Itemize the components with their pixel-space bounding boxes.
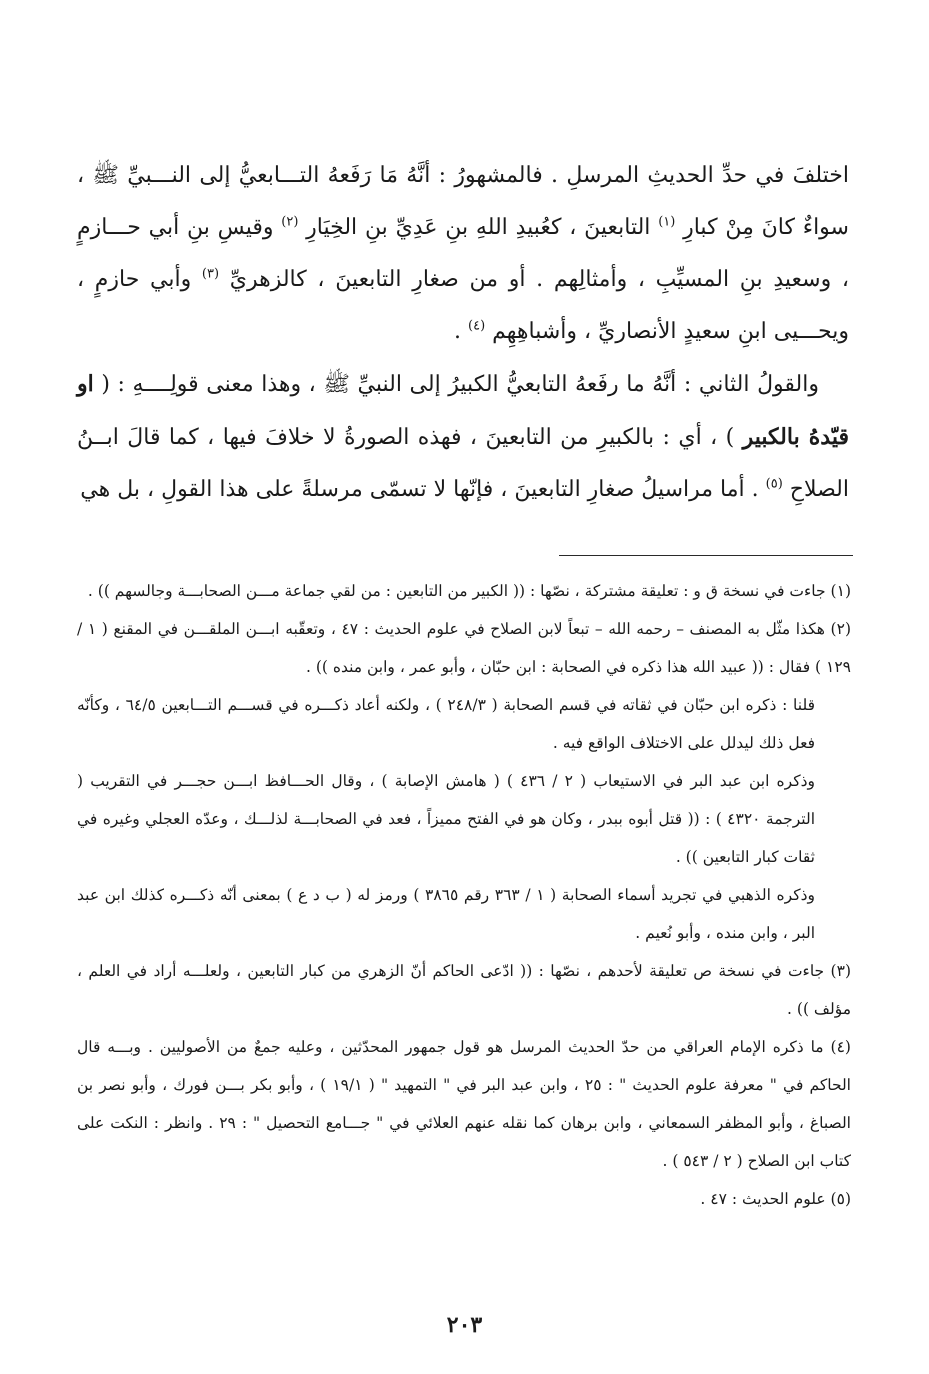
footnote-text: ما ذكره الإمام العراقي من حدّ الحديث المرسل هو قول جمهور المحدّثين ، وعليه جمعٌ من الأصوليين . وبـــه قال الحاكم في " معرفة علوم الحديث " : ٢٥ ، وابن عبد البر في " التمهيد " ( ١٩/١ ) ، وأبو بكر بـــن فورك ، وأبو نصر بن الصباغ ، وأبو المظفر السمعاني ، وابن برهان كما نقله عنهم العلائي في " جـــامع التحصيل " : ٢٩ . وانظر : النكت على كتاب ابن الصلاح ( ٢ / ٥٤٣ ) . (77, 1038, 851, 1170)
footnote-ref: (٤) (468, 318, 486, 334)
quoted-matn-phrase: او قيّدهُ بالكبير (77, 371, 850, 450)
text-segment: . (454, 319, 469, 344)
footnotes (77, 572, 851, 1218)
footnote-number: (١) (830, 582, 851, 600)
text-segment: وقيسِ بنِ أبي حـــازمٍ ، وسعيدِ بنِ المسيِّبِ ، وأمثالِهم . أو من صغارِ التابعينَ ، كالزهريِّ (77, 215, 849, 292)
footnote-2-continuation-3 (77, 876, 851, 952)
footnote-2-continuation-2 (77, 762, 851, 876)
footnote-5 (77, 1180, 851, 1218)
text-segment: والقولُ الثاني : أنَّهُ ما رفَعهُ التابعيُّ الكبيرُ إلى النبيِّ ﷺ ، وهذا معنى قولِــــهِ : ( (93, 372, 819, 397)
text-segment: اختلفَ في حدِّ الحديثِ المرسلِ . فالمشهورُ : أنَّهُ مَا رَفَعهُ التـــابعيُّ إلى النـــبيِّ ﷺ ، سواءٌ كانَ مِنْ كبارِ (77, 163, 849, 240)
footnote-ref: (١) (658, 214, 676, 230)
footnote-ref: (٥) (765, 476, 783, 492)
footnote-2-continuation-1 (77, 686, 851, 762)
text-segment: وأبي حازمٍ ، ويحـــيى ابنِ سعيدٍ الأنصاريِّ ، وأشباهِهِم (77, 267, 849, 344)
footnote-1 (77, 572, 851, 610)
footnote-ref: (٣) (201, 266, 220, 282)
footnote-text: جاءت في نسخة ق و : تعليقة مشتركة ، نصّها : (( الكبير من التابعين : من لقي جماعة مـــن الصحابـــة وجالسهم )) . (87, 582, 826, 600)
footnote-number: (٣) (830, 962, 851, 980)
footnote-4 (77, 1028, 851, 1180)
footnote-separator (559, 555, 853, 556)
main-paragraph-1 (77, 150, 849, 358)
footnote-number: (٢) (830, 620, 851, 638)
footnote-2 (77, 610, 851, 686)
main-text (77, 150, 849, 516)
footnote-text: علوم الحديث : ٤٧ . (700, 1190, 826, 1208)
footnote-text: هكذا مثّل به المصنف – رحمه الله – تبعاً لابن الصلاح في علوم الحديث : ٤٧ ، وتعقّبه ابـــن الملقـــن في المقنع ( ١ / ١٢٩ ) فقال : (( عبيد الله هذا ذكره في الصحابة : ابن حبّان ، وأبو عمر ، وابن منده )) . (77, 620, 851, 676)
page-number: ٢٠٣ (446, 1312, 483, 1338)
text-segment: التابعينَ ، كعُبيدِ اللهِ بنِ عَدِيِّ بنِ الخِيَارِ (298, 215, 659, 240)
footnote-3 (77, 952, 851, 1028)
text-segment: . أما مراسيلُ صغارِ التابعينَ ، فإنّها لا تسمّى مرسلةً على هذا القولِ ، بل هي (80, 477, 766, 502)
footnote-ref: (٢) (281, 214, 299, 230)
footnote-number: (٤) (830, 1038, 851, 1056)
footnote-text: قلنا : ذكره ابن حبّان في ثقاته في قسم الصحابة ( ٢٤٨/٣ ) ، ولكنه أعاد ذكـــره في قســـم التـــابعين ٦٤/٥ ، وكأنّه فعل ذلك ليدلل على الاختلاف الواقع فيه . (77, 696, 815, 752)
main-paragraph-2 (77, 358, 849, 516)
footnote-text: وذكره ابن عبد البر في الاستيعاب ( ٢ / ٤٣٦ ) ( هامش الإصابة ) ، وقال الحـــافظ ابـــن حجـــر في التقريب ( الترجمة ٤٣٢٠ ) : (( قتل أبوه ببدر ، وكان هو في الفتح مميزاً ، فعد في الصحابـــة لذلـــك ، وعدّه العجلي وغيره في ثقات كبار التابعين )) . (77, 772, 815, 866)
footnote-number: (٥) (830, 1190, 851, 1208)
text-segment: ) ، أي : بالكبيرِ من التابعينَ ، فهذه الصورةُ لا خلافَ فيها ، كما قالَ ابــنُ الصلاحِ (77, 425, 849, 502)
footnote-text: وذكره الذهبي في تجريد أسماء الصحابة ( ١ / ٣٦٣ رقم ٣٨٦٥ ) ورمز له ( ب د ع ) بمعنى أنّه ذكـــره كذلك ابن عبد البر ، وابن منده ، وأبو نُعيم . (77, 886, 815, 942)
footnote-text: جاءت في نسخة ص تعليقة لأحدهم ، نصّها : (( ادّعى الحاكم أنّ الزهري من كبار التابعين ، ولعلـــه أراد في العلم ، مؤلف )) . (77, 962, 851, 1018)
